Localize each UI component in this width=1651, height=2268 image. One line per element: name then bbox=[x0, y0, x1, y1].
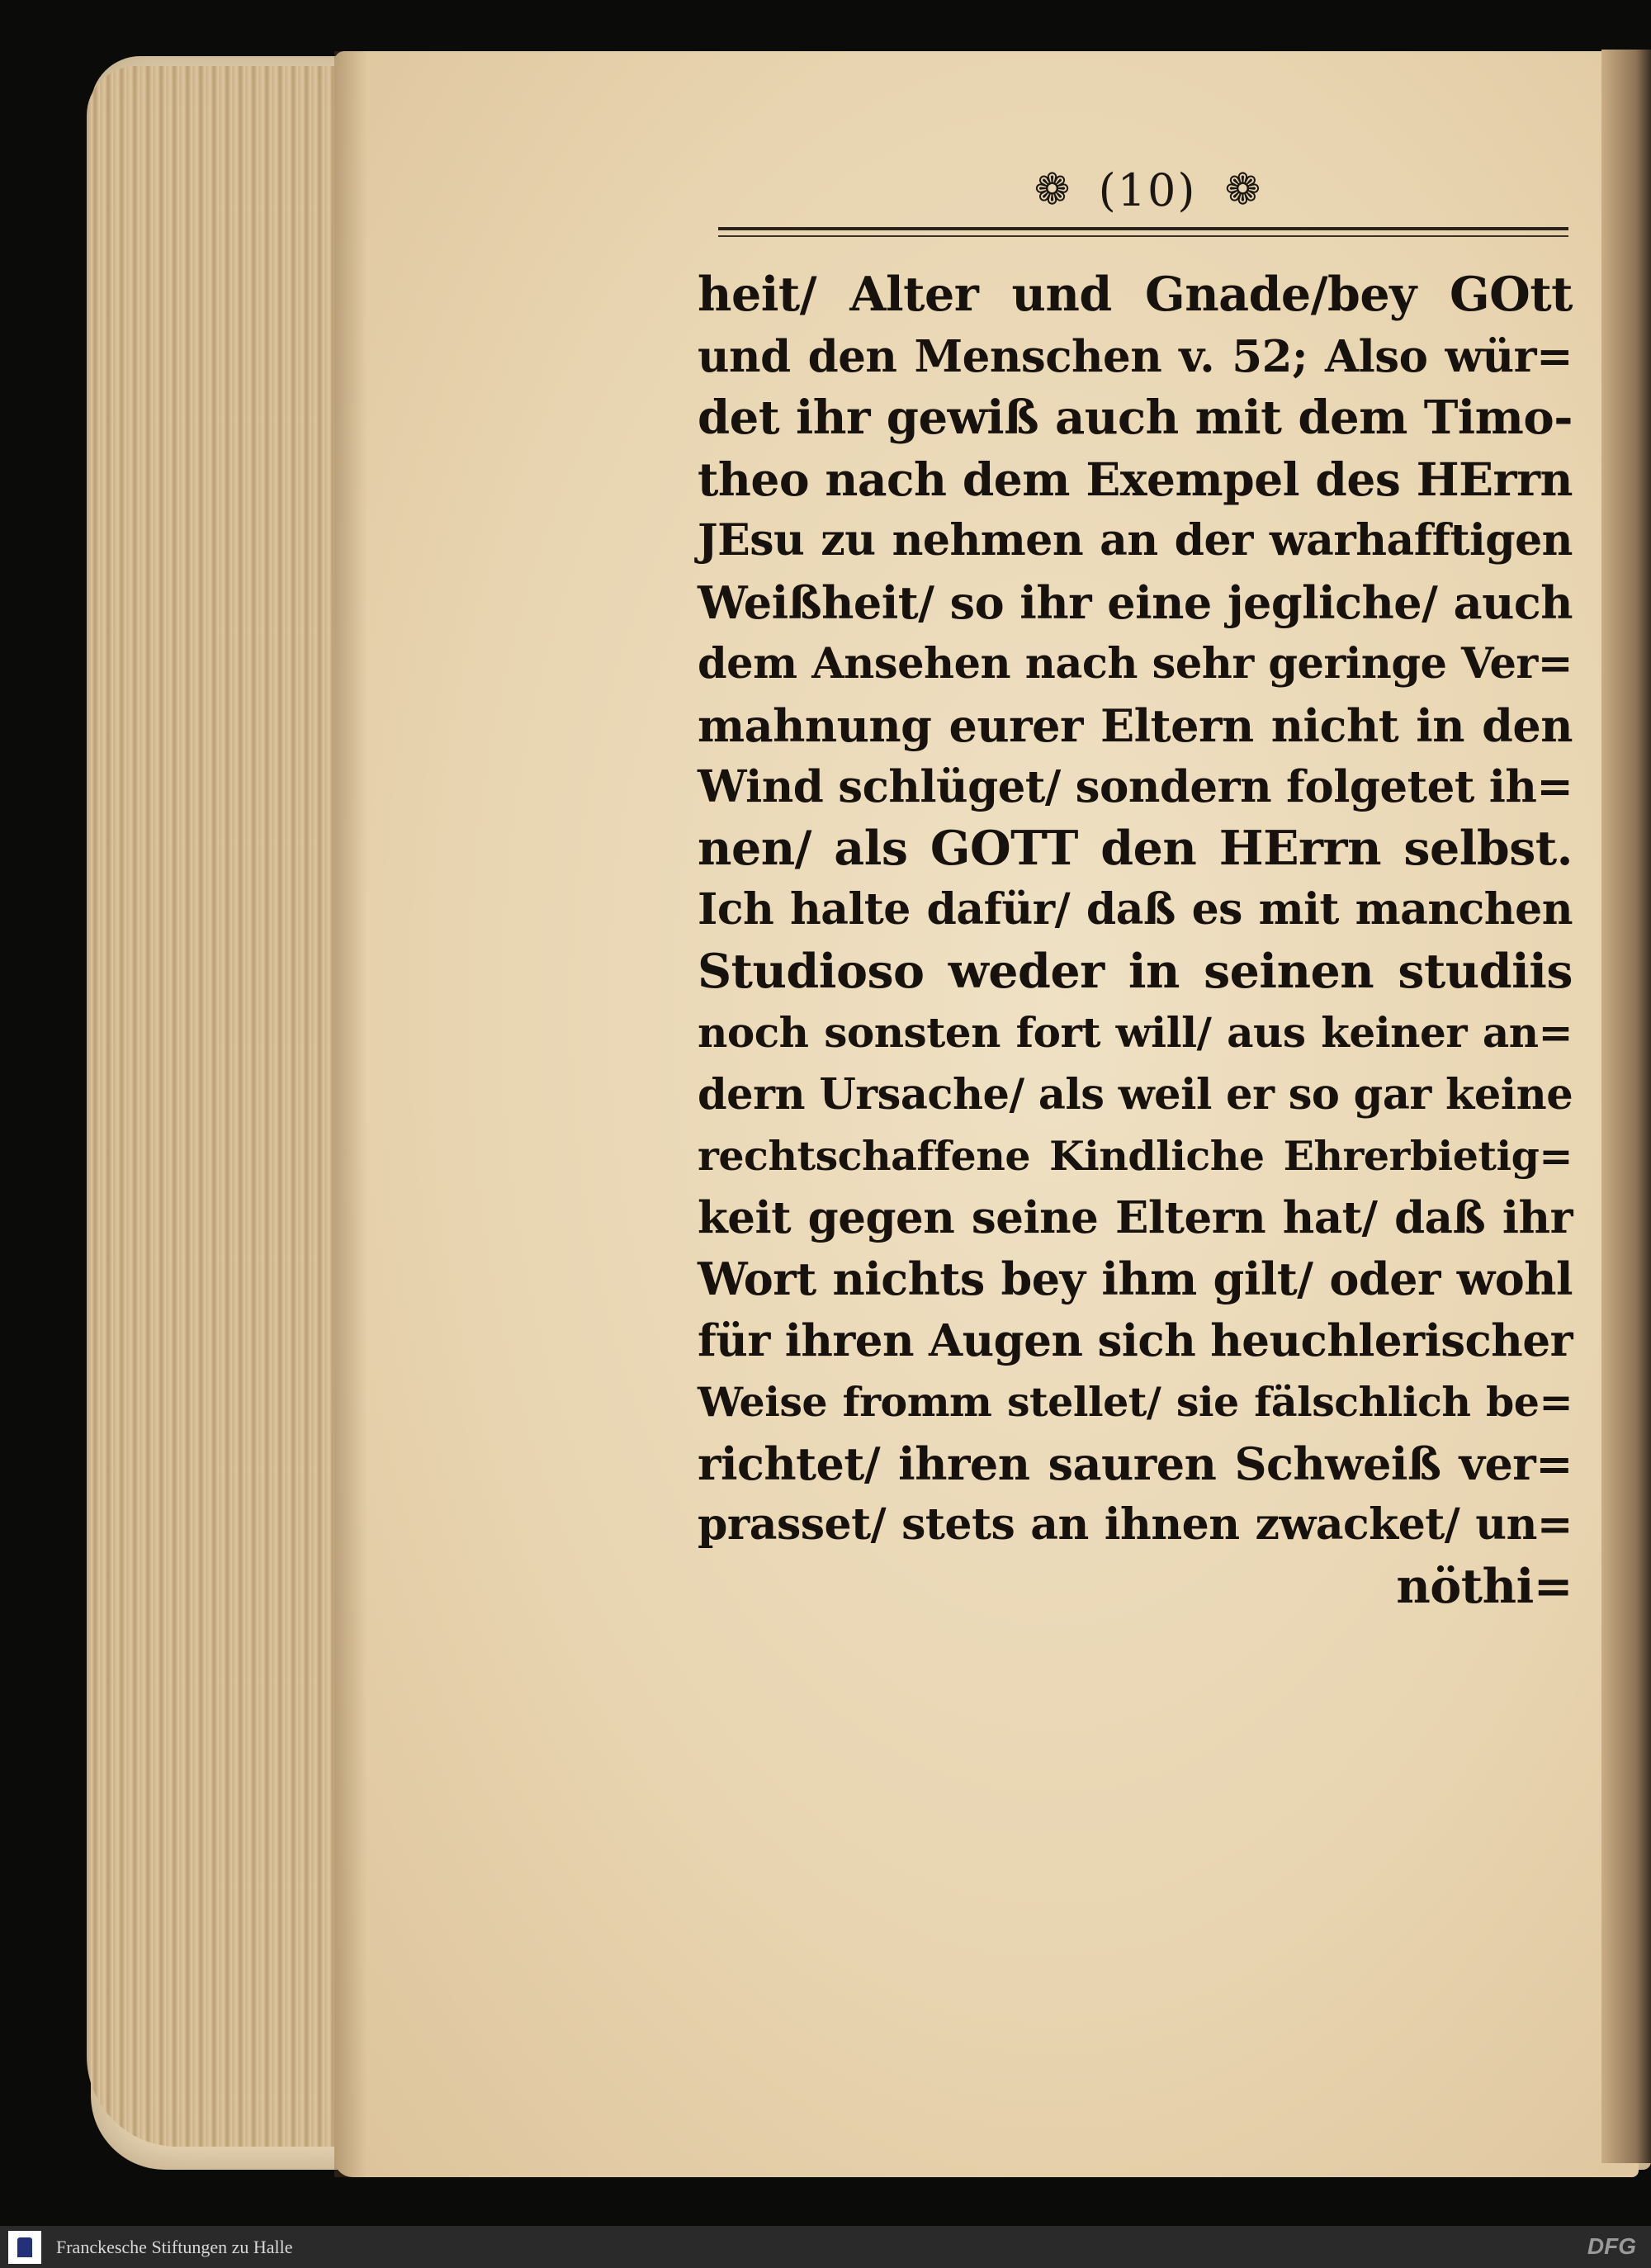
text-line: für ihren Augen sich heuchlerischer bbox=[698, 1314, 1573, 1366]
institution-logo-icon bbox=[8, 2231, 41, 2264]
text-line: mahnung eurer Eltern nicht in den bbox=[698, 698, 1573, 752]
text-line: JEsu zu nehmen an der warhafftigen bbox=[698, 515, 1573, 566]
building-icon bbox=[17, 2237, 32, 2257]
text-line: Ich halte dafür/ daß es mit manchen bbox=[698, 884, 1573, 935]
page-shadow bbox=[334, 51, 367, 2177]
text-line: dem Ansehen nach sehr geringe Ver= bbox=[698, 639, 1573, 689]
text-line: und den Menschen v. 52; Also wür= bbox=[698, 330, 1573, 382]
text-line: richtet/ ihren sauren Schweiß ver= bbox=[698, 1437, 1573, 1490]
page-body-text bbox=[698, 264, 1573, 1617]
ornament-left-icon: ❁ bbox=[1034, 165, 1071, 215]
header-rule-thin bbox=[718, 235, 1568, 237]
text-line: Weise fromm stellet/ sie fälschlich be= bbox=[698, 1378, 1573, 1426]
text-line: det ihr gewiß auch mit dem Timo- bbox=[698, 391, 1573, 445]
text-line: dern Ursache/ als weil er so gar keine bbox=[698, 1069, 1573, 1120]
page-number: (10) bbox=[1098, 163, 1197, 216]
header-rule bbox=[718, 227, 1568, 230]
ornament-right-icon: ❁ bbox=[1224, 165, 1261, 215]
text-line: Weißheit/ so ihr eine jegliche/ auch bbox=[698, 575, 1573, 629]
text-line: keit gegen seine Eltern hat/ daß ihr bbox=[698, 1191, 1573, 1243]
text-line: noch sonsten fort will/ aus keiner an= bbox=[698, 1008, 1573, 1057]
text-line: Wind schlüget/ sondern folgetet ih= bbox=[698, 761, 1573, 812]
text-line: theo nach dem Exempel des HErrn bbox=[698, 452, 1573, 506]
viewer-footer bbox=[0, 2226, 1651, 2268]
dfg-badge: DFG bbox=[1587, 2233, 1636, 2259]
text-line: Studioso weder in seinen studiis bbox=[698, 943, 1573, 999]
text-line: Wort nichts bey ihm gilt/ oder wohl bbox=[698, 1252, 1573, 1305]
page-header bbox=[991, 157, 1304, 223]
book-gutter bbox=[1601, 50, 1651, 2163]
page-edges bbox=[87, 66, 351, 2147]
text-line: nen/ als GOTT den HErrn selbst. bbox=[698, 820, 1573, 876]
text-line: heit/ Alter und Gnade/bey GOtt bbox=[698, 267, 1573, 322]
institution-name: Franckesche Stiftungen zu Halle bbox=[56, 2236, 293, 2257]
text-line: rechtschaffene Kindliche Ehrerbietig= bbox=[698, 1132, 1573, 1180]
text-line: prasset/ stets an ihnen zwacket/ un= bbox=[698, 1499, 1573, 1550]
catchword: nöthi= bbox=[1396, 1558, 1573, 1614]
